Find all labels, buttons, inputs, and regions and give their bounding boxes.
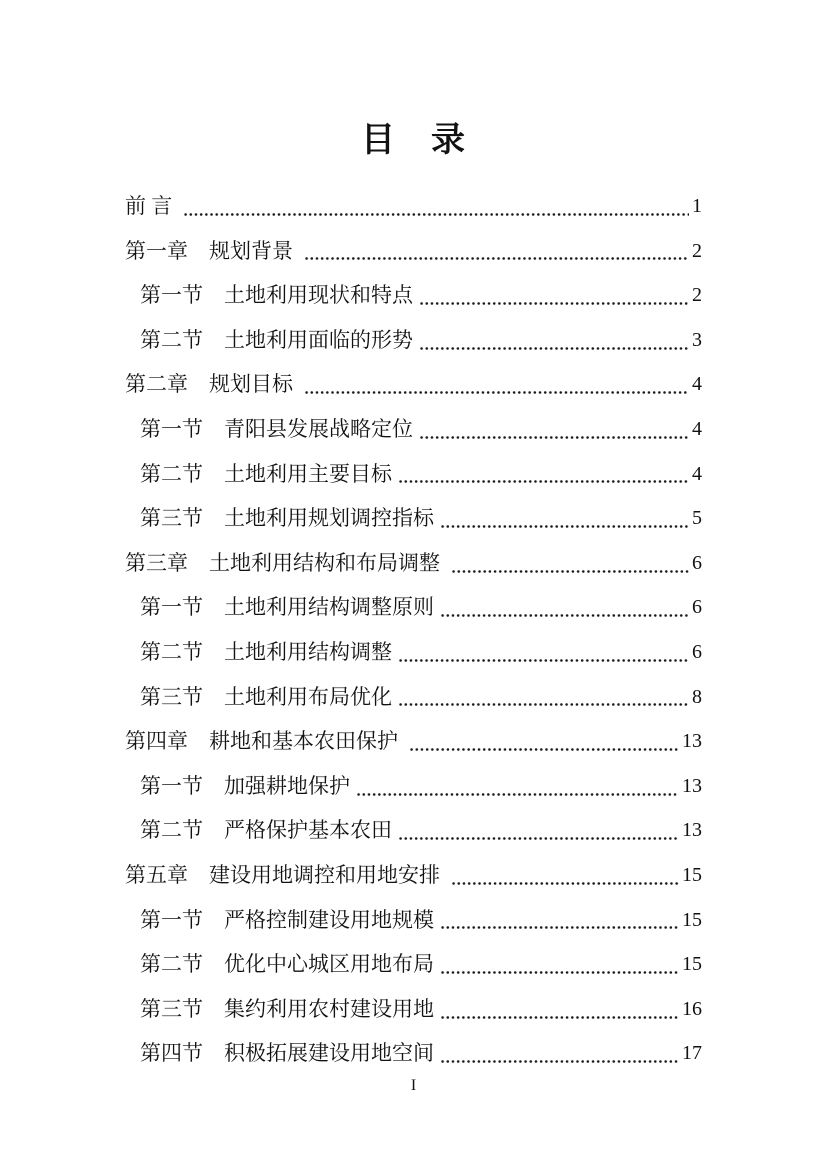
- toc-entry-label: 第二节 土地利用主要目标: [140, 461, 392, 486]
- dot-leader: [440, 952, 679, 977]
- toc-page-number: 8: [692, 685, 702, 708]
- dot-leader: [451, 551, 689, 576]
- dot-leader: [304, 239, 689, 264]
- toc-page-number: 2: [692, 284, 702, 307]
- toc-entry-label: 前 言: [125, 194, 173, 218]
- toc-entry[interactable]: [140, 417, 702, 462]
- toc-entry[interactable]: [140, 818, 702, 863]
- dot-leader: [440, 997, 679, 1022]
- toc-entry-label: 第一节 严格控制建设用地规模: [140, 907, 434, 932]
- toc-page-number: 6: [692, 640, 702, 663]
- toc-entry-label: 第二节 土地利用结构调整: [140, 639, 392, 664]
- toc-entry[interactable]: [140, 997, 702, 1042]
- dot-leader: [440, 506, 689, 531]
- toc-entry-label: 第二节 优化中心城区用地布局: [140, 952, 434, 977]
- toc-entry-label: 第三节 土地利用布局优化: [140, 684, 392, 709]
- toc-page-number: 16: [682, 997, 702, 1020]
- dot-leader: [419, 283, 689, 308]
- dot-leader: [440, 908, 679, 933]
- dot-leader: [398, 685, 689, 710]
- toc-entry[interactable]: [125, 194, 702, 239]
- toc-list: [125, 194, 702, 1086]
- toc-page-number: 4: [692, 462, 702, 485]
- page-title: 目 录: [361, 122, 466, 159]
- dot-leader: [440, 595, 689, 620]
- toc-page-number: 15: [682, 863, 702, 886]
- dot-leader: [440, 1041, 679, 1066]
- page-footer-number: I: [410, 1077, 417, 1094]
- toc-entry-label: 第三节 土地利用规划调控指标: [140, 506, 434, 531]
- toc-entry-label: 第一节 土地利用结构调整原则: [140, 595, 434, 620]
- toc-page-number: 15: [682, 908, 702, 931]
- dot-leader: [304, 372, 689, 397]
- toc-entry[interactable]: [125, 551, 702, 596]
- toc-entry-label: 第二节 土地利用面临的形势: [140, 327, 413, 352]
- toc-page-number: 1: [692, 195, 702, 217]
- toc-entry-label: 第二章 规划目标: [125, 372, 293, 397]
- toc-entry[interactable]: [140, 685, 702, 730]
- toc-page-number: 15: [682, 953, 702, 976]
- dot-leader: [398, 462, 689, 487]
- toc-entry[interactable]: [140, 908, 702, 953]
- toc-entry-label: 第二节 严格保护基本农田: [140, 818, 392, 843]
- toc-entry[interactable]: [140, 952, 702, 997]
- toc-page-number: 13: [682, 774, 702, 797]
- toc-entry-label: 第四章 耕地和基本农田保护: [125, 729, 398, 754]
- toc-page-number: 17: [682, 1042, 702, 1065]
- toc-page-number: 3: [692, 328, 702, 351]
- toc-entry[interactable]: [140, 506, 702, 551]
- dot-leader: [398, 640, 689, 665]
- toc-page-number: 6: [692, 596, 702, 619]
- toc-entry[interactable]: [125, 863, 702, 908]
- toc-page-number: 13: [682, 819, 702, 842]
- toc-entry[interactable]: [125, 239, 702, 284]
- dot-leader: [398, 818, 679, 843]
- toc-entry[interactable]: [140, 595, 702, 640]
- dot-leader: [356, 774, 679, 799]
- toc-entry-label: 第一节 青阳县发展战略定位: [140, 416, 413, 441]
- toc-page-number: 4: [692, 417, 702, 440]
- dot-leader: [409, 729, 679, 754]
- toc-page-number: 2: [692, 239, 702, 262]
- dot-leader: [419, 417, 689, 442]
- toc-entry[interactable]: [140, 774, 702, 819]
- toc-entry-label: 第一节 土地利用现状和特点: [140, 283, 413, 308]
- dot-leader: [451, 863, 679, 888]
- toc-entry-label: 第一节 加强耕地保护: [140, 773, 350, 798]
- toc-entry-label: 第五章 建设用地调控和用地安排: [125, 862, 440, 887]
- toc-entry[interactable]: [140, 328, 702, 373]
- toc-entry[interactable]: [125, 729, 702, 774]
- toc-entry-label: 第三章 土地利用结构和布局调整: [125, 550, 440, 575]
- toc-entry[interactable]: [140, 462, 702, 507]
- toc-entry-label: 第三节 集约利用农村建设用地: [140, 996, 434, 1021]
- toc-entry-label: 第一章 规划背景: [125, 238, 293, 263]
- toc-entry[interactable]: [140, 640, 702, 685]
- dot-leader: [419, 328, 689, 353]
- toc-page-number: 6: [692, 551, 702, 574]
- toc-page-number: 5: [692, 507, 702, 530]
- toc-page-number: 4: [692, 373, 702, 396]
- toc-page-number: 13: [682, 730, 702, 753]
- dot-leader: [183, 194, 689, 219]
- toc-entry[interactable]: [125, 372, 702, 417]
- toc-entry-label: 第四节 积极拓展建设用地空间: [140, 1041, 434, 1066]
- toc-entry[interactable]: [140, 283, 702, 328]
